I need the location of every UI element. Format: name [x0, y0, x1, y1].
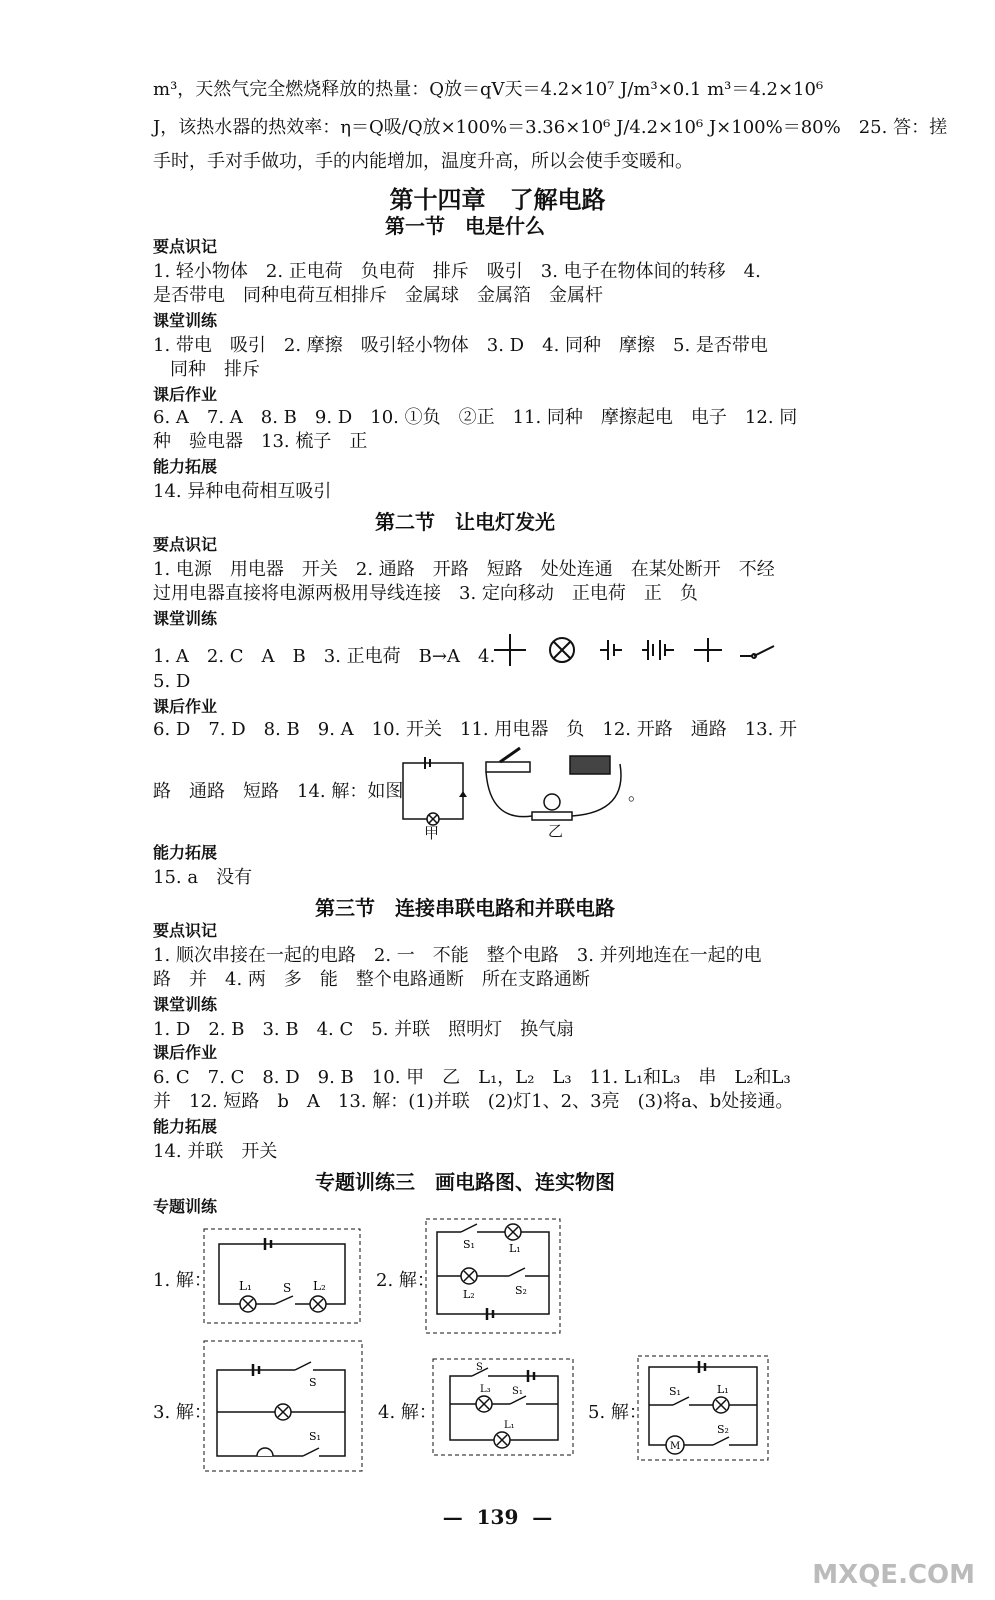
chapter-title: 第十四章 了解电路 — [389, 185, 606, 214]
s2-label-1: 要点识记 — [153, 535, 218, 554]
answer-3-S1-label: S₁ — [309, 1430, 321, 1443]
s2-text-4a: 15. a 没有 — [153, 867, 253, 888]
s1-text-3b: 种 验电器 13. 梳子 正 — [153, 431, 368, 452]
cell-symbol — [600, 640, 622, 660]
s1-label-3: 课后作业 — [153, 385, 218, 404]
answer-4-S1-label: S₁ — [512, 1386, 523, 1397]
s1-text-2a: 1. 带电 吸引 2. 摩擦 吸引轻小物体 3. D 4. 同种 摩擦 5. 是否带电 — [153, 335, 768, 356]
s4-label-1: 专题训练 — [153, 1197, 218, 1216]
s2-text-1a: 1. 电源 用电器 开关 2. 通路 开路 短路 处处连通 在某处断开 不经 — [153, 559, 775, 580]
figure-yi-circuit — [480, 742, 630, 828]
s1-label-4: 能力拓展 — [153, 457, 218, 476]
s2-text-3a: 6. D 7. D 8. B 9. A 10. 开关 11. 用电器 负 12. 开路 通路 13. 开 — [153, 719, 798, 740]
answer-5-L-label: L₁ — [717, 1383, 729, 1396]
s2-text-3c: 。 — [628, 784, 646, 805]
answer-5-S2-label: S₂ — [717, 1423, 729, 1436]
answer-5-motor-label: M — [670, 1441, 681, 1452]
s2-text-2a: 1. A 2. C A B 3. 正电荷 B→A 4. — [153, 646, 496, 667]
answer-1-S-label: S — [283, 1281, 292, 1295]
s3-text-3b: 并 12. 短路 b A 13. 解：(1)并联 (2)灯1、2、3亮 (3)将a、b处接通。 — [153, 1091, 794, 1112]
s1-text-4a: 14. 异种电荷相互吸引 — [153, 481, 332, 502]
answer-4-L3-label: L₃ — [480, 1384, 491, 1395]
answer-4-L1-label: L₁ — [504, 1420, 515, 1431]
s3-text-4a: 14. 并联 开关 — [153, 1141, 278, 1162]
section-4-title: 专题训练三 画电路图、连实物图 — [315, 1170, 615, 1194]
battery-symbol — [642, 640, 674, 660]
s3-text-1a: 1. 顺次串接在一起的电路 2. 一 不能 整个电路 3. 并列地连在一起的电 — [153, 945, 762, 966]
s3-text-2a: 1. D 2. B 3. B 4. C 5. 并联 照明灯 换气扇 — [153, 1019, 575, 1040]
s1-label-1: 要点识记 — [153, 237, 218, 256]
s3-label-1: 要点识记 — [153, 921, 218, 940]
junction-symbol — [694, 638, 722, 662]
answer-2-S1-label: S₁ — [463, 1238, 475, 1251]
answer-2-L1-label: L₁ — [509, 1242, 521, 1255]
s2-text-3b: 路 通路 短路 14. 解：如图 — [153, 781, 404, 802]
answer-2-S2-label: S₂ — [515, 1284, 527, 1297]
section-2-title: 第二节 让电灯发光 — [375, 510, 555, 534]
s2-label-2: 课堂训练 — [153, 609, 218, 628]
answer-5-circuit — [637, 1355, 769, 1461]
circuit-symbols — [490, 632, 780, 672]
figure-jia-label: 甲 — [424, 824, 440, 842]
answer-4-S-label: S — [476, 1362, 483, 1373]
s3-label-3: 课后作业 — [153, 1043, 218, 1062]
s1-text-2b: 同种 排斥 — [170, 359, 260, 380]
answer-2-label: 2. 解： — [376, 1270, 435, 1291]
answer-1-label: 1. 解： — [153, 1270, 212, 1291]
intro-line-3: 手时，手对手做功，手的内能增加，温度升高，所以会使手变暖和。 — [153, 151, 693, 172]
answer-2-L2-label: L₂ — [463, 1288, 475, 1301]
page-number: — 139 — — [442, 1505, 553, 1529]
s1-text-1a: 1. 轻小物体 2. 正电荷 负电荷 排斥 吸引 3. 电子在物体间的转移 4. — [153, 261, 761, 282]
intro-line-1: m³，天然气完全燃烧释放的热量：Q放＝qV天＝4.2×10⁷ J/m³×0.1 m³＝4.2×10⁶ — [153, 79, 824, 100]
s1-label-2: 课堂训练 — [153, 311, 218, 330]
s1-text-1b: 是否带电 同种电荷互相排斥 金属球 金属箔 金属杆 — [153, 285, 603, 306]
page-number-value: 139 — [476, 1505, 519, 1529]
watermark: MXQE.COM — [812, 1560, 975, 1590]
s2-label-4: 能力拓展 — [153, 843, 218, 862]
switch-symbol — [740, 646, 774, 658]
answer-5-label: 5. 解： — [588, 1402, 647, 1423]
answer-4-circuit — [432, 1358, 574, 1456]
answer-1-circuit — [203, 1228, 361, 1324]
answer-3-circuit — [203, 1340, 363, 1472]
s3-label-2: 课堂训练 — [153, 995, 218, 1014]
s2-text-1b: 过用电器直接将电源两极用导线连接 3. 定向移动 正电荷 正 负 — [153, 583, 698, 604]
s3-label-4: 能力拓展 — [153, 1117, 218, 1136]
answer-1-L1-label: L₁ — [239, 1279, 252, 1293]
s2-text-2b: 5. D — [153, 671, 191, 692]
intro-line-2: J，该热水器的热效率：η＝Q吸/Q放×100%＝3.36×10⁶ J/4.2×10⁶ J×100%＝80% 25. 答：搓 — [153, 117, 948, 138]
answer-3-label: 3. 解： — [153, 1402, 212, 1423]
section-1-title: 第一节 电是什么 — [385, 214, 545, 238]
answer-5-S1-label: S₁ — [669, 1385, 681, 1398]
section-3-title: 第三节 连接串联电路和并联电路 — [315, 896, 615, 920]
answer-2-circuit — [425, 1218, 561, 1334]
s2-label-3: 课后作业 — [153, 697, 218, 716]
s1-text-3a: 6. A 7. A 8. B 9. D 10. ①负 ②正 11. 同种 摩擦起电 电子 12. 同 — [153, 407, 798, 428]
s3-text-1b: 路 并 4. 两 多 能 整个电路通断 所在支路通断 — [153, 969, 590, 990]
wire-cross-symbol — [494, 634, 526, 666]
answer-3-S-label: S — [309, 1376, 317, 1389]
lamp-symbol — [550, 638, 574, 662]
figure-yi-label: 乙 — [548, 822, 564, 840]
answer-4-label: 4. 解： — [378, 1402, 437, 1423]
s3-text-3a: 6. C 7. C 8. D 9. B 10. 甲 乙 L₁，L₂ L₃ 11. L₁和L₃ 串 L₂和L₃ — [153, 1067, 791, 1088]
answer-1-L2-label: L₂ — [313, 1279, 326, 1293]
